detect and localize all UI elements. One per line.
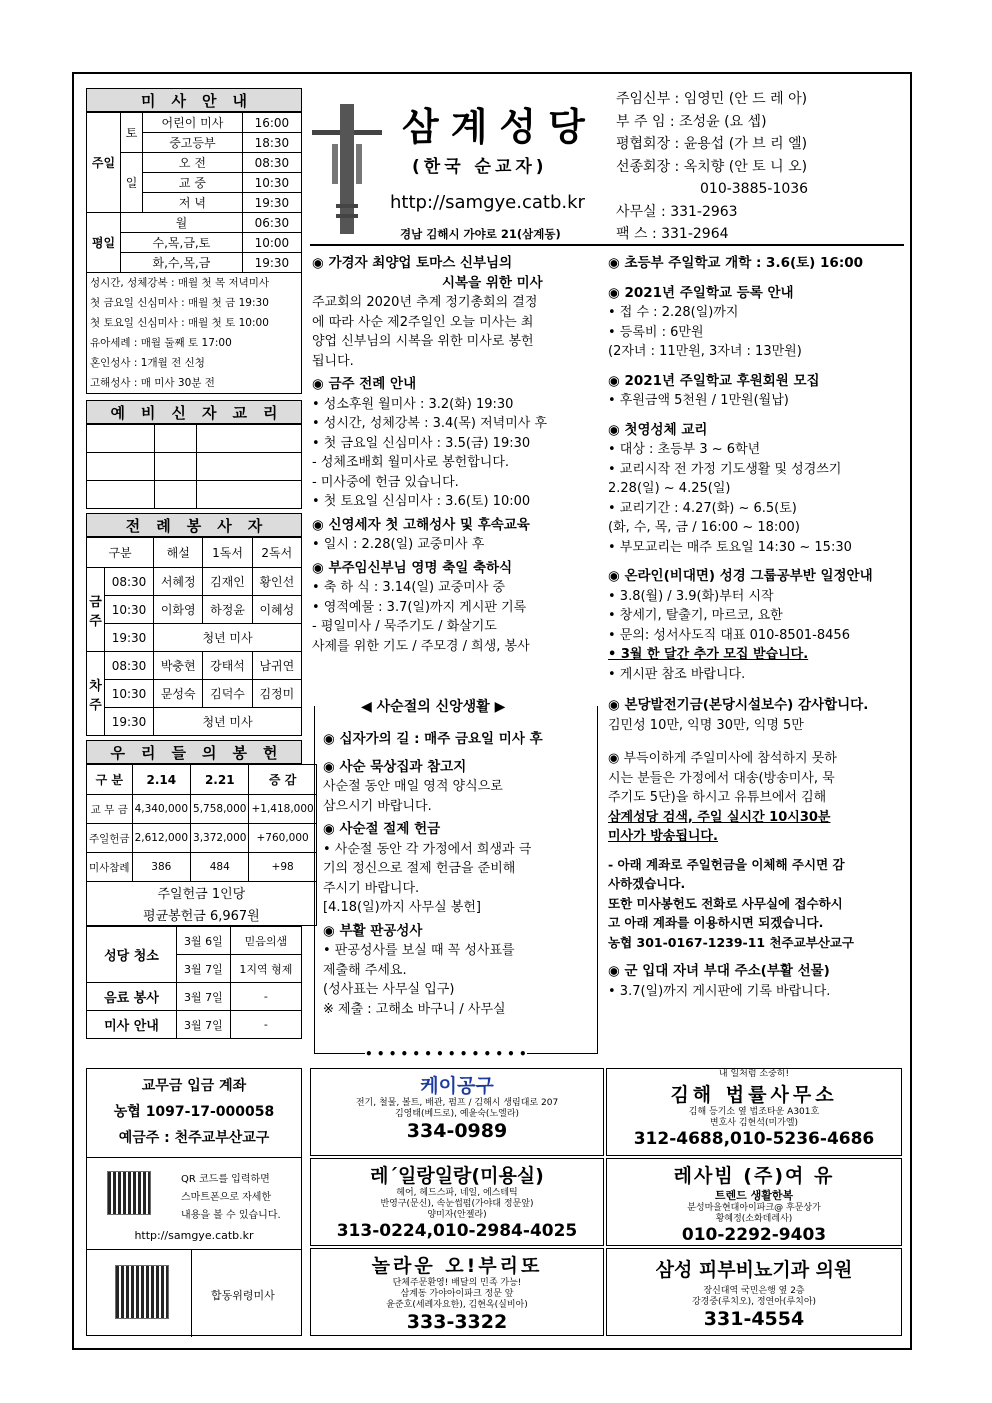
section-heading: ◉ 신영세자 첫 고해성사 및 후속교육	[312, 516, 530, 533]
offering-cell: 2,612,000	[132, 824, 190, 853]
text-line: • 성소후원 월미사 : 3.2(화) 19:30	[312, 396, 514, 412]
liturgy-cell: 강태석	[203, 652, 252, 680]
ad-detail: 트렌드 생활한복	[714, 1189, 794, 1202]
mid-column	[312, 250, 602, 656]
section-heading: ◉ 군 입대 자녀 부대 주소(부활 선물)	[608, 963, 830, 979]
text-line: • 축 하 식 : 3.14(일) 교중미사 중	[312, 580, 506, 595]
mass-time: 10:00	[242, 233, 301, 253]
staff-item: 부 주 임 : 조성윤 (요 셉)	[616, 113, 767, 130]
ad-phone: 313-0224,010-2984-4025	[336, 1221, 578, 1241]
note: 첫 토요일 신심미사 : 매월 첫 토 10:00	[90, 317, 269, 329]
section-heading: 시복을 위한 미사	[442, 274, 543, 291]
liturgy-cell: 황인선	[252, 568, 301, 596]
sunday-label: 주일	[87, 113, 121, 213]
offering-cell: 484	[191, 853, 249, 882]
catechumen-header: 예비신자교리	[86, 400, 302, 424]
text-line: • 판공성사를 보실 때 꼭 성사표를	[323, 943, 515, 958]
staff-list	[616, 88, 808, 246]
dots-divider: • • • • • • • • • • • • • •	[365, 1047, 527, 1061]
text-line: 제출해 주세요.	[323, 962, 407, 978]
text-line: 사하겠습니다.	[608, 876, 686, 891]
ad-name: 김해 법률사무소	[670, 1084, 838, 1106]
section-heading: ◉ 온라인(비대면) 성경 그룹공부반 일정안내	[608, 568, 873, 584]
staff-item: 사무실 : 331-2963	[616, 203, 738, 220]
offering-header: 우리들의봉헌	[86, 740, 302, 764]
liturgy-cell: 이화영	[154, 596, 203, 624]
duty-label: 음료 봉사	[87, 983, 177, 1011]
mid-section	[312, 375, 602, 512]
ad-detail: 황혜정(소화데레사)	[715, 1214, 793, 1224]
mass-time: 08:30	[242, 153, 301, 173]
note: 유아세례 : 매월 둘째 토 17:00	[90, 337, 232, 349]
offering-cell: 5,758,000	[191, 795, 249, 824]
liturgy-cell: 청년 미사	[154, 708, 302, 736]
liturgy-cell: 김재인	[203, 568, 252, 596]
section-heading: ◉ 본당발전기금(본당시설보수) 감사합니다.	[608, 697, 869, 713]
liturgy-table	[86, 537, 302, 736]
text-line: • 부모교리는 매주 토요일 14:30 ~ 15:30	[608, 539, 852, 555]
offering-cell: 교 무 금	[87, 795, 133, 824]
section-heading: ◉ 부주임신부님 영명 축일 축하식	[312, 559, 513, 576]
note: 혼인성사 : 1개월 전 신청	[90, 357, 205, 369]
ad-phone: 312-4688,010-5236-4686	[633, 1129, 875, 1149]
text-line: 시는 분들은 가정에서 대송(방송미사, 묵	[608, 770, 835, 786]
ad-detail: 변호사 김현석(미가엘)	[709, 1118, 799, 1128]
ad-phone: 331-4554	[703, 1308, 805, 1330]
ad-phone: 010-2292-9403	[681, 1225, 827, 1245]
text-line: 사순절 동안 매일 영적 양식으로	[323, 779, 503, 794]
lent-items	[323, 726, 593, 1019]
duty-cell: 3월 7일	[177, 983, 231, 1011]
section-heading: ◉ 초등부 주일학교 개학 : 3.6(토) 16:00	[608, 255, 864, 271]
church-cross-logo	[312, 104, 382, 234]
church-url[interactable]: http://samgye.catb.kr	[390, 192, 585, 213]
duty-cell: -	[230, 983, 301, 1011]
text-line: (성사표는 사무실 입구)	[323, 982, 455, 997]
text-line: • 사순절 동안 각 가정에서 희생과 극	[323, 841, 532, 857]
mass-time: 19:30	[242, 253, 301, 273]
offering-cell: 주일헌금	[87, 824, 133, 853]
staff-item: 평협회장 : 윤용섭 (가 브 리 엘)	[616, 136, 808, 152]
note: 고해성사 : 매 미사 30분 전	[90, 377, 215, 389]
ad-name: 삼성 피부비뇨기과 의원	[655, 1259, 853, 1281]
page-subtitle: (한국 순교자)	[412, 157, 548, 177]
mass-cell: 교 중	[143, 173, 243, 193]
text-line: 삼으시기 바랍니다.	[323, 798, 432, 814]
mass-table	[86, 112, 302, 273]
ad-detail: 강경중(루치오), 정연아(루치아)	[691, 1297, 817, 1307]
col-header: 2.14	[132, 765, 190, 795]
text-line: ◉ 부득이하게 주일미사에 참석하지 못하	[608, 751, 837, 766]
liturgy-cell: 서혜정	[154, 568, 203, 596]
church-address: 경남 김해시 가야로 21(삼계동)	[400, 227, 561, 241]
note: 성시간, 성체강복 : 매월 첫 목 저녁미사	[90, 277, 270, 289]
weekday-label: 평일	[87, 213, 121, 273]
duty-cell: -	[230, 1011, 301, 1039]
qr-line: QR 코드를 입력하면	[181, 1174, 270, 1185]
text-line: • 첫 금요일 신심미사 : 3.5(금) 19:30	[312, 435, 531, 451]
text-line: • 교리기간 : 4.27(화) ~ 6.5(토)	[608, 500, 797, 516]
account-notice	[608, 855, 908, 953]
duty-cell: 1지역 형제	[230, 955, 301, 983]
lent-title: ◀ 사순절의 신앙생활 ▶	[355, 696, 511, 716]
mid-section	[312, 516, 602, 555]
liturgy-cell: 하정윤	[203, 596, 252, 624]
ad-detail: 김해 등기소 옆 법조타운 A301호	[688, 1107, 820, 1117]
text-line: 김민성 10만, 익명 30만, 익명 5만	[608, 717, 804, 733]
ad-detail: 헤어, 헤드스파, 네일, 에스테틱	[396, 1188, 518, 1198]
text-line: • 등록비 : 6만원	[608, 324, 704, 340]
text-line: 사제를 위한 기도 / 주모경 / 희생, 봉사	[312, 638, 530, 654]
mass-cell: 저 녁	[143, 193, 243, 213]
liturgy-time: 10:30	[105, 680, 154, 708]
text-line: - 미사중에 헌금 있습니다.	[312, 474, 459, 490]
ad-slogan: 내 일처럼 소중히!	[718, 1069, 790, 1079]
ad-phone: 333-3322	[406, 1311, 508, 1333]
mass-cell: 오 전	[143, 153, 243, 173]
bulletin-page	[72, 72, 912, 1350]
liturgy-cell: 남귀연	[252, 652, 301, 680]
catechumen-table	[86, 424, 302, 509]
offering-cell: 3,372,000	[191, 824, 249, 853]
section-heading: ◉ 2021년 주일학교 등록 안내	[608, 284, 794, 301]
text-line: [4.18(일)까지 사무실 봉헌]	[323, 900, 481, 915]
text-line: - 성체조배회 월미사로 봉헌합니다.	[312, 455, 510, 470]
text-line: • 대상 : 초등부 3 ~ 6학년	[608, 442, 761, 457]
ad-detail: 전기, 철물, 볼트, 배관, 펌프 / 김해시 생림대로 207	[355, 1098, 559, 1108]
page-title: 삼계성당	[402, 105, 597, 149]
ad-salon	[310, 1158, 604, 1246]
text-line: 양업 신부님의 시복을 위한 미사로 봉헌	[312, 334, 534, 349]
mid-section	[312, 559, 602, 657]
offering-cell: +98	[249, 853, 316, 882]
ad-law-office	[606, 1068, 902, 1156]
broadcast-notice	[608, 749, 908, 847]
qr-code-icon[interactable]	[115, 1265, 169, 1319]
col-header: 구분	[87, 538, 154, 568]
mass-cell: 중고등부	[143, 133, 243, 153]
text-line: (화, 수, 목, 금 / 16:00 ~ 18:00)	[608, 520, 800, 535]
text-line: 고 아래 계좌를 이용하시면 되겠습니다.	[608, 915, 824, 930]
text-line: 미사가 방송됩니다.	[608, 829, 718, 844]
offering-cell: +1,418,000	[249, 795, 316, 824]
mass-cell: 월	[121, 213, 243, 233]
ad-detail: 반영구(문신), 속눈썹펌(가야대 정문앞)	[380, 1199, 534, 1209]
next-week-label: 차주	[87, 652, 105, 736]
text-line: • 게시판 참조 바랍니다.	[608, 666, 746, 682]
duty-label: 미사 안내	[87, 1011, 177, 1039]
ad-k-tools	[310, 1068, 604, 1156]
text-line: • 창세기, 탈출기, 마르코, 요한	[608, 608, 783, 623]
section-heading: ◉ 2021년 주일학교 후원회원 모집	[608, 372, 820, 389]
col-header: 해설	[154, 538, 203, 568]
ad-hanbok	[606, 1158, 902, 1246]
col-header: 1독서	[203, 538, 252, 568]
sun-label: 일	[121, 153, 143, 213]
right-column	[608, 250, 908, 1001]
ad-detail: 삼계동 가야아이파크 정문 앞	[400, 1289, 514, 1299]
text-line: (2자녀 : 11만원, 3자녀 : 13만원)	[608, 344, 802, 359]
text-line: ※ 제출 : 고해소 바구니 / 사무실	[323, 1001, 506, 1017]
text-line: 에 따라 사순 제2주일인 오늘 미사는 최	[312, 314, 534, 330]
ad-detail: 윤준호(세례자요한), 김현옥(실비아)	[386, 1300, 528, 1310]
section-heading: ◉ 사순절 절제 헌금	[323, 821, 441, 837]
ad-name: 레´일랑일랑(미용실)	[370, 1165, 544, 1187]
ad-burrito	[310, 1248, 604, 1336]
text-line: • 성시간, 성체강복 : 3.4(목) 저녁미사 후	[312, 416, 548, 431]
ad-clinic	[606, 1248, 902, 1336]
section-heading: ◉ 가경자 최양업 토마스 신부님의	[312, 255, 513, 271]
text-line: 또한 미사봉헌도 전화로 사무실에 접수하시	[608, 895, 843, 911]
text-line: • 교리시작 전 가정 기도생활 및 성경쓰기	[608, 461, 842, 477]
ad-detail: 분성마을현대아이파크@ 후문상가	[687, 1203, 821, 1213]
ad-detail: 단체주문환영! 배달의 민족 가능!	[392, 1278, 522, 1288]
text-line: • 후원금액 5천원 / 1만원(월납)	[608, 393, 789, 408]
text-line: 삼계성당 검색, 주일 실시간 10시30분	[608, 809, 831, 825]
liturgy-cell: 청년 미사	[154, 624, 302, 652]
mid-section	[312, 254, 602, 371]
text-line: • 3월 한 달간 추가 모집 받습니다.	[608, 647, 809, 662]
staff-item: 010-3885-1036	[700, 181, 809, 197]
section-heading: ◉ 금주 전례 안내	[312, 376, 417, 392]
text-line: - 아래 계좌로 주일헌금을 이체해 주시면 감	[608, 856, 845, 872]
bank-account: 농협 1097-17-000058	[113, 1104, 275, 1120]
col-header: 구 분	[87, 765, 133, 795]
offering-avg: 평균봉헌금 6,967원	[87, 904, 317, 926]
text-line: 됩니다.	[312, 353, 354, 369]
staff-item: 주임신부 : 임영민 (안 드 레 아)	[616, 91, 808, 107]
mass-cell: 어린이 미사	[143, 113, 243, 133]
ad-name: 케이공구	[420, 1075, 494, 1097]
mass-cell: 화,수,목,금	[121, 253, 243, 273]
text-line: 주기도 5단)을 하시고 유튜브에서 김해	[608, 790, 827, 805]
bank-title: 교무금 입금 계좌	[141, 1078, 247, 1094]
this-week-label: 금주	[87, 568, 105, 652]
staff-item: 팩 스 : 331-2964	[616, 226, 729, 242]
duty-cell: 믿음의샘	[230, 927, 301, 955]
section-heading: ◉ 사순 묵상집과 참고지	[323, 758, 467, 775]
text-line: 2.28(일) ~ 4.25(일)	[608, 481, 731, 496]
ad-name: 놀라운 오!부리또	[371, 1255, 543, 1277]
text-line: 주시기 바랍니다.	[323, 880, 420, 896]
note: 첫 금요일 신심미사 : 매월 첫 금 19:30	[90, 297, 269, 309]
text-line: - 평일미사 / 묵주기도 / 화살기도	[312, 619, 497, 634]
left-column	[86, 88, 314, 1039]
mass-notes	[86, 273, 302, 394]
duty-label: 성당 청소	[87, 927, 177, 983]
text-line: 농협 301-0167-1239-11 천주교부산교구	[608, 934, 855, 950]
qr-text	[181, 1171, 281, 1225]
bank-holder: 예금주 : 천주교부산교구	[118, 1130, 270, 1146]
qr-code-icon[interactable]	[107, 1171, 151, 1215]
liturgy-time: 10:30	[105, 596, 154, 624]
text-line: • 일시 : 2.28(일) 교중미사 후	[312, 537, 485, 552]
lent-box	[314, 699, 598, 1061]
liturgy-time: 08:30	[105, 652, 154, 680]
liturgy-time: 08:30	[105, 568, 154, 596]
offering-cell: 4,340,000	[132, 795, 190, 824]
staff-item: 선종회장 : 옥치향 (안 토 니 오)	[616, 158, 808, 175]
bank-box	[86, 1068, 302, 1336]
text-line: • 접 수 : 2.28(일)까지	[608, 305, 739, 320]
section-heading: ◉ 첫영성체 교리	[608, 421, 708, 438]
text-line: 기의 정신으로 절제 헌금을 준비해	[323, 861, 516, 876]
offering-table	[86, 764, 317, 926]
text-line: • 3.7(일)까지 게시판에 기록 바랍니다.	[608, 983, 831, 999]
liturgy-header: 전례봉사자	[86, 513, 302, 537]
mass-time: 19:30	[242, 193, 301, 213]
offering-cell: 미사참례	[87, 853, 133, 882]
memorial-mass-label: 합동위령미사	[211, 1289, 275, 1302]
qr-line: 스마트폰으로 자세한	[181, 1192, 272, 1203]
mass-time: 16:00	[242, 113, 301, 133]
mass-time: 10:30	[242, 173, 301, 193]
text-line: • 첫 토요일 신심미사 : 3.6(토) 10:00	[312, 494, 531, 509]
col-header: 2.21	[191, 765, 249, 795]
duty-table	[86, 926, 302, 1039]
liturgy-cell: 문성숙	[154, 680, 203, 708]
liturgy-cell: 김정미	[252, 680, 301, 708]
text-line: • 영적예물 : 3.7(일)까지 게시판 기록	[312, 599, 527, 615]
section-heading: ◉ 부활 판공성사	[323, 922, 423, 939]
duty-cell: 3월 7일	[177, 955, 231, 983]
text-line: 주교회의 2020년 추계 정기총회의 결정	[312, 295, 538, 310]
col-header: 증 감	[249, 765, 316, 795]
liturgy-cell: 이혜성	[252, 596, 301, 624]
ad-name: 레사빔 (주)여 유	[673, 1165, 835, 1187]
liturgy-cell: 박충현	[154, 652, 203, 680]
offering-cell: +760,000	[249, 824, 316, 853]
section-heading: ◉ 십자가의 길 : 매주 금요일 미사 후	[323, 731, 543, 747]
ad-detail: 장신대역 국민은행 옆 2층	[703, 1286, 805, 1296]
mass-cell: 수,목,금,토	[121, 233, 243, 253]
qr-url[interactable]: http://samgye.catb.kr	[134, 1229, 254, 1242]
liturgy-time: 19:30	[105, 708, 154, 736]
liturgy-cell: 김덕수	[203, 680, 252, 708]
mass-time: 06:30	[242, 213, 301, 233]
mass-header: 미사안내	[86, 88, 302, 112]
text-line: • 3.8(월) / 3.9(화)부터 시작	[608, 588, 774, 604]
duty-cell: 3월 6일	[177, 927, 231, 955]
offering-cell: 386	[132, 853, 190, 882]
ad-detail: 양미자(안젤라)	[427, 1210, 487, 1220]
col-header: 2독서	[252, 538, 301, 568]
text-line: • 문의: 성서사도직 대표 010-8501-8456	[608, 627, 850, 643]
liturgy-time: 19:30	[105, 624, 154, 652]
qr-line: 내용을 볼 수 있습니다.	[181, 1210, 281, 1221]
offering-avg: 주일헌금 1인당	[87, 882, 317, 904]
ad-detail: 김영태(베드로), 예윤숙(노엘라)	[394, 1109, 520, 1119]
ad-phone: 334-0989	[406, 1120, 508, 1142]
sat-label: 토	[121, 113, 143, 153]
duty-cell: 3월 7일	[177, 1011, 231, 1039]
mass-time: 18:30	[242, 133, 301, 153]
